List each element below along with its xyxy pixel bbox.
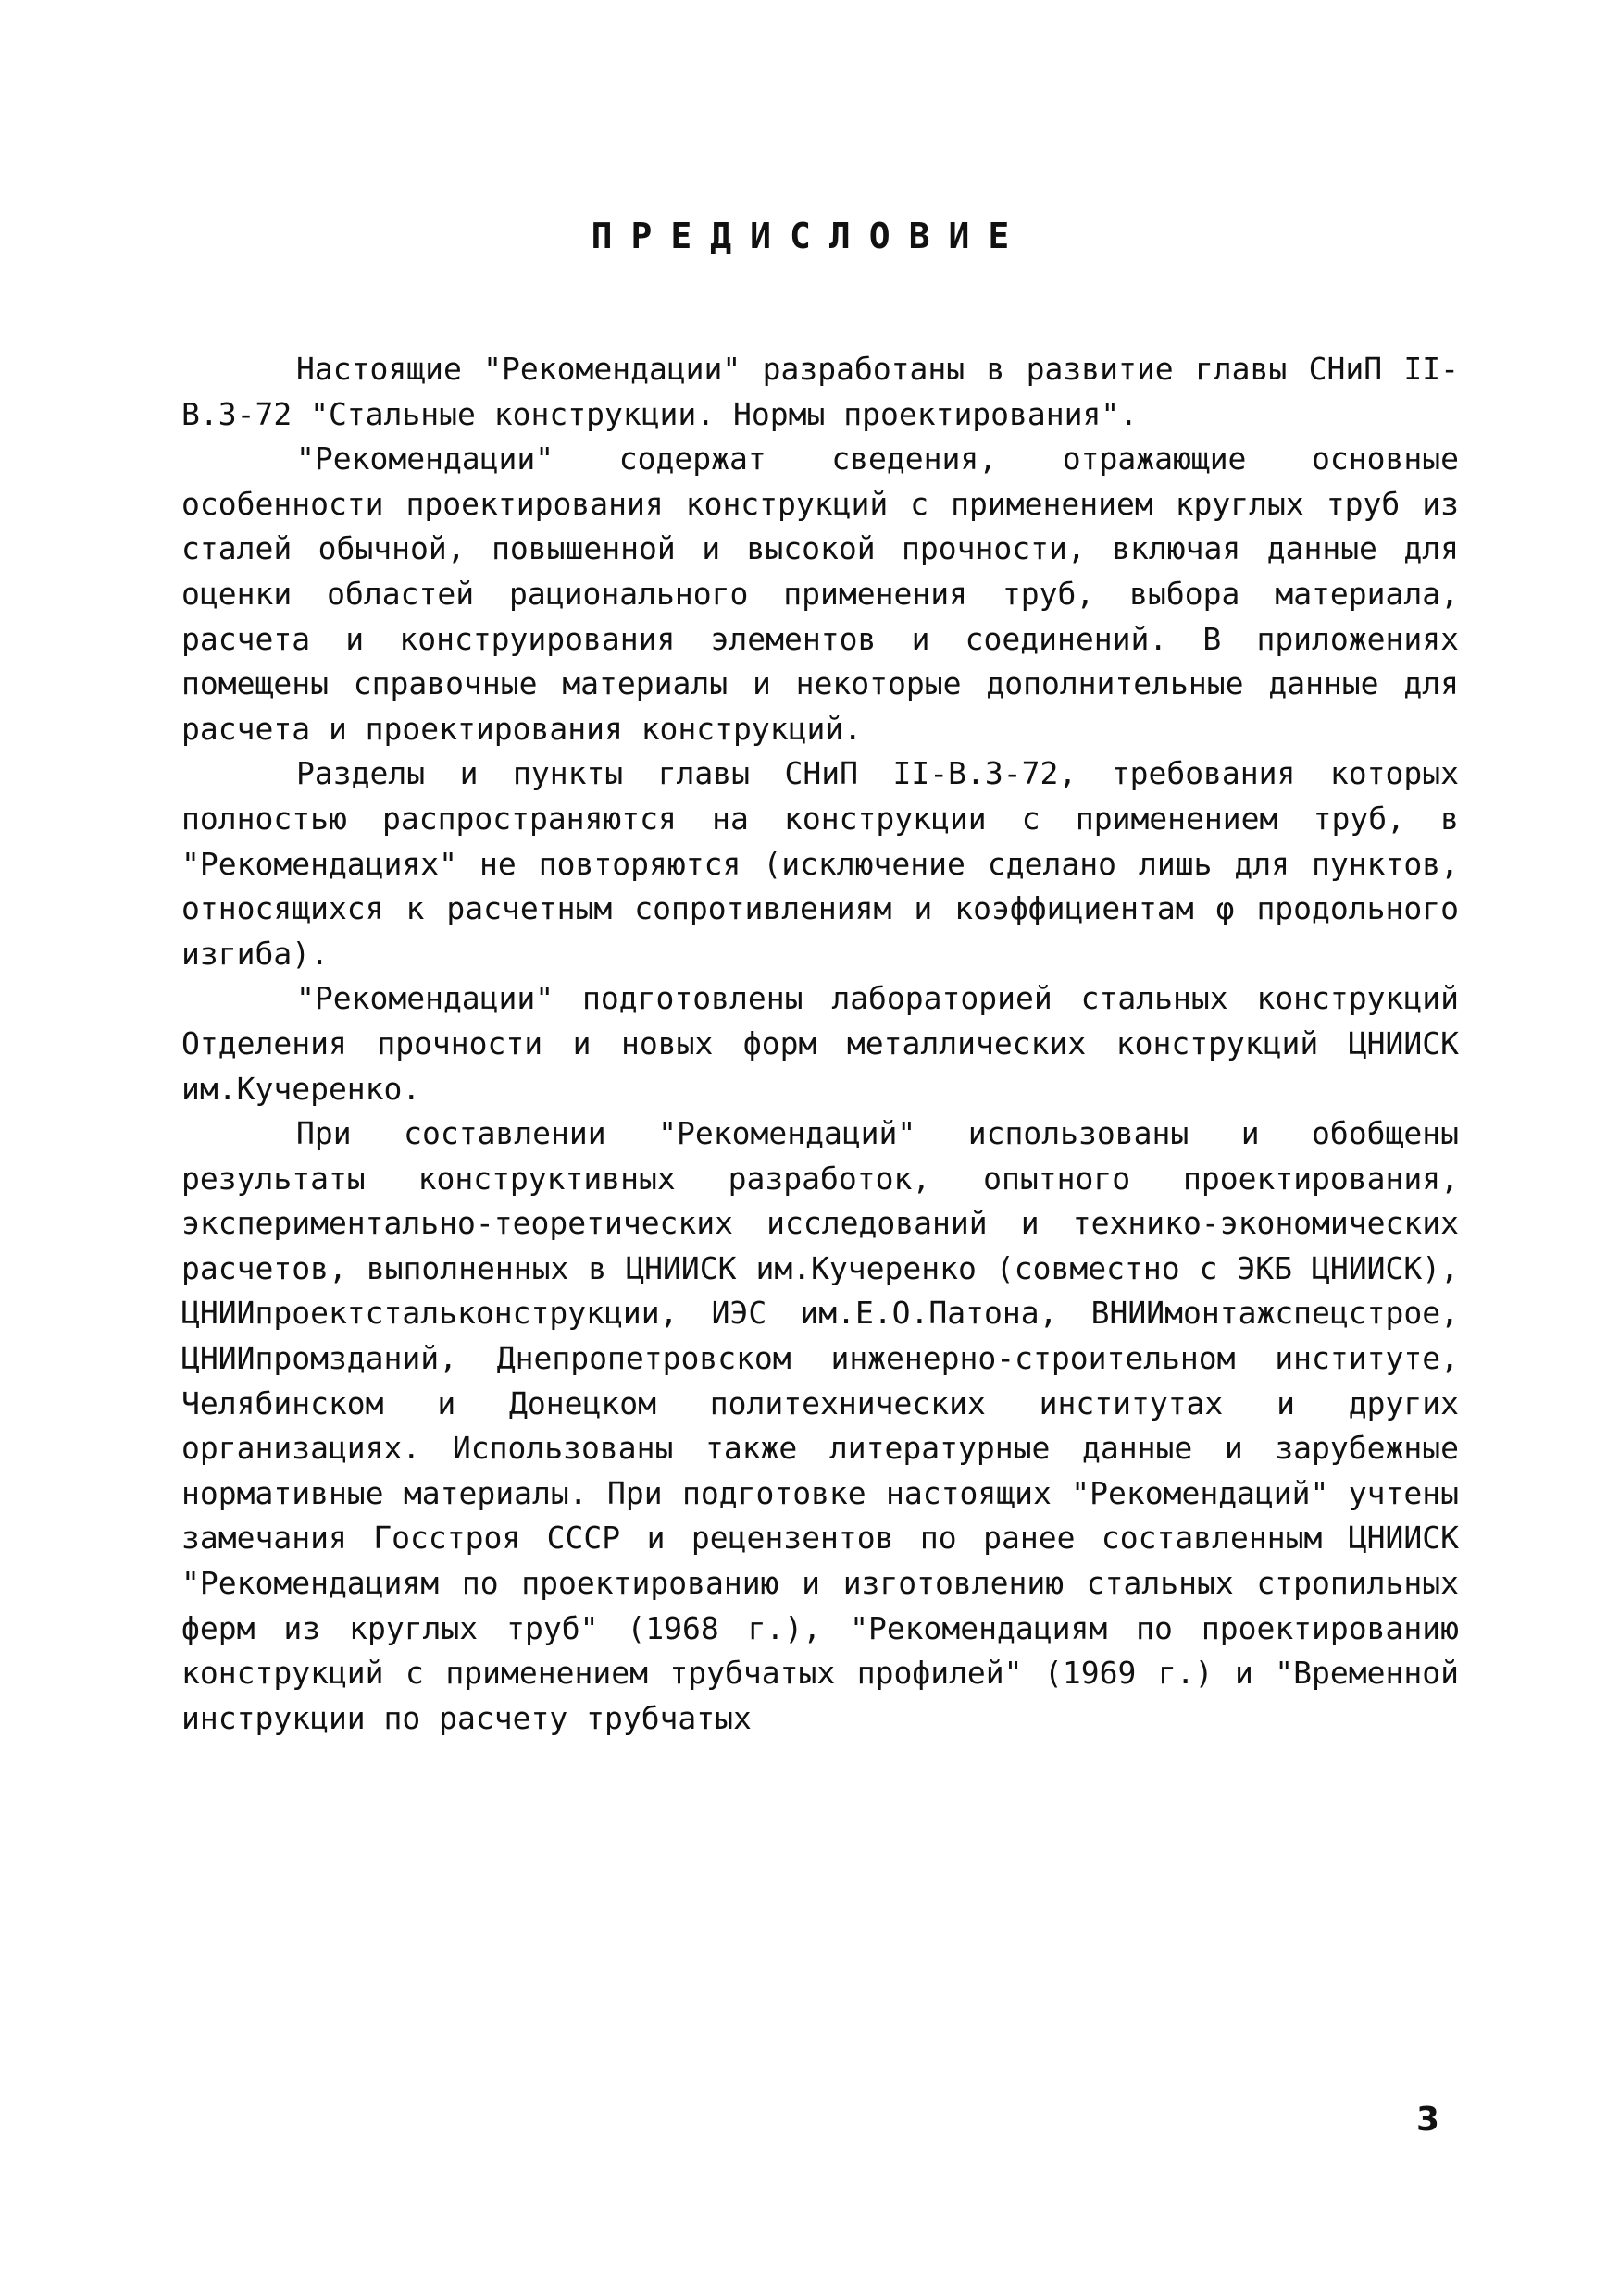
page-number: 3 (1415, 2101, 1439, 2139)
paragraph-intro: Настоящие "Рекомендации" разработаны в развитие главы СНиП II-В.3-72 "Стальные конструкции. Нормы проектирования". (181, 351, 1459, 432)
paragraph-sources: При составлении "Рекомендаций" использованы и обобщены результаты конструктивных разработок, опытного проектирования, экспериментально-теоретических исследований и технико-экономических расчетов, выполненных в ЦНИИСК им.Кучеренко (совместно с ЭКБ ЦНИИСК), ЦНИИпроектстальконструкции, ИЭС им.Е.О.Патона, ВНИИмонтажспецстрое, ЦНИИпромзданий, Днепропетровском инженерно-строительном институте, Челябинском и Донецком политехнических институтах и других организациях. Использованы также литературные данные и зарубежные нормативные материалы. При подготовке настоящих "Рекомендаций" учтены замечания Госстроя СССР и рецензентов по ранее составленным ЦНИИСК "Рекомендациям по проектированию и изготовлению стальных стропильных ферм из круглых труб" (1968 г.), "Рекомендациям по проектированию конструкций с применением трубчатых профилей" (1969 г.) и "Временной инструкции по расчету трубчатых (181, 1115, 1459, 1736)
paragraph-snip-sections: Разделы и пункты главы СНиП II-В.3-72, требования которых полностью распространяются на конструкции с применением труб, в "Рекомендациях" не повторяются (исключение сделано лишь для пунктов, относящихся к расчетным сопротивлениям и коэффициентам φ продольного изгиба). (181, 755, 1459, 972)
paragraph-contents: "Рекомендации" содержат сведения, отражающие основные особенности проектирования конструкций с применением круглых труб из сталей обычной, повышенной и высокой прочности, включая данные для оценки областей рационального применения труб, выбора материала, расчета и конструирования элементов и соединений. В приложениях помещены справочные материалы и некоторые дополнительные данные для расчета и проектирования конструкций. (181, 441, 1459, 747)
body-text (181, 347, 1459, 1741)
paragraph-authors: "Рекомендации" подготовлены лабораторией стальных конструкций Отделения прочности и новых форм металлических конструкций ЦНИИСК им.Кучеренко. (181, 980, 1459, 1107)
page-title: ПРЕДИСЛОВИЕ (591, 216, 1028, 256)
